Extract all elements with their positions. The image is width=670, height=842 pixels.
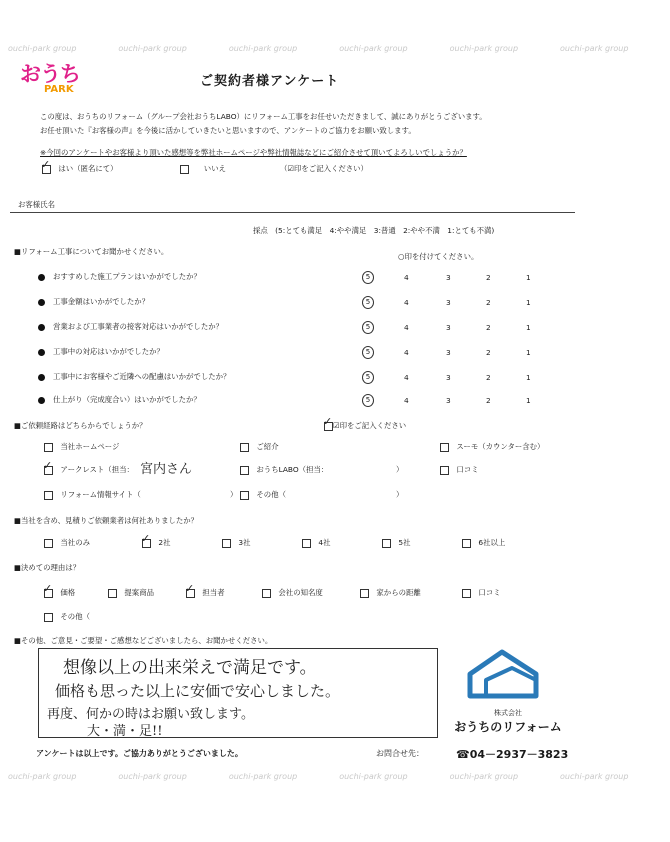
scale-1[interactable]: 1	[526, 396, 531, 405]
bullet-icon	[38, 397, 45, 404]
bullet-icon	[38, 299, 45, 306]
name-underline	[10, 212, 575, 213]
checkbox[interactable]	[360, 589, 369, 598]
checkbox[interactable]	[240, 466, 249, 475]
section2-title: ■ご依頼経路はどちらからでしょうか？	[14, 421, 147, 430]
checkbox[interactable]	[180, 165, 189, 174]
scale-1[interactable]: 1	[526, 298, 531, 307]
intro-line-1: この度は、おうちのリフォーム（グループ会社おうちLABO）にリフォーム工事をお任せいただきまして、誠にありがとうございます。	[40, 112, 487, 121]
checkbox[interactable]	[186, 589, 195, 598]
intro-line-2: お任せ頂いた『お客様の声』を今後に活かしていきたいと思いますので、アンケートのご協力をお願い致します。	[40, 126, 416, 135]
section4-title: ■決めての理由は？	[14, 563, 81, 572]
reason-staff[interactable]: ✓ 担当者	[186, 588, 225, 598]
scale-4[interactable]: 4	[404, 298, 409, 307]
route-arcrest[interactable]: ✓ アークレスト（担当：	[44, 465, 134, 475]
scale-1[interactable]: 1	[526, 373, 531, 382]
scale-2[interactable]: 2	[486, 323, 491, 332]
route-suumo[interactable]: スーモ（カウンター含む）	[440, 442, 544, 452]
circle-hint: ○印を付けてください。	[398, 252, 479, 261]
scale-4[interactable]: 4	[404, 348, 409, 357]
house-logo-icon	[452, 646, 564, 704]
scale-3[interactable]: 3	[446, 298, 451, 307]
scale-1[interactable]: 1	[526, 348, 531, 357]
consent-no[interactable]: いいえ	[180, 164, 226, 174]
scale-4[interactable]: 4	[404, 273, 409, 282]
score-circle-1[interactable]: 5	[362, 271, 374, 284]
route-labo[interactable]: おうちLABO（担当：	[240, 465, 328, 475]
survey-question-1: おすすめした施工プランはいかがでしたか？	[38, 272, 201, 282]
bullet-icon	[38, 349, 45, 356]
company-count-3[interactable]: 3社	[222, 538, 251, 548]
comment-line-3: 再度、何かの時はお願い致します。	[47, 707, 254, 722]
section2-hint: ✓ ☑印をご記入ください	[324, 421, 406, 431]
survey-question-2: 工事金額はいかがでしたか？	[38, 297, 149, 307]
scale-2[interactable]: 2	[486, 348, 491, 357]
customer-name-label: お客様氏名	[18, 200, 55, 209]
consent-yes[interactable]: ✓ はい（匿名にて）	[42, 164, 118, 174]
bullet-icon	[38, 374, 45, 381]
watermark-bottom: ouchi-park group ouchi-park group ouchi-park group ouchi-park group ouchi-park group ouchi-park group	[8, 772, 629, 781]
checkbox[interactable]	[222, 539, 231, 548]
phone-number[interactable]: ☎04－2937－3823	[456, 748, 569, 761]
section5-title: ■その他、ご意見・ご要望・ご感想などございましたら、お聞かせください。	[14, 636, 273, 645]
scale-3[interactable]: 3	[446, 323, 451, 332]
scale-4[interactable]: 4	[404, 373, 409, 382]
score-circle-6[interactable]: 5	[362, 394, 374, 407]
comment-line-4: 大・満・足!!	[87, 724, 163, 739]
bullet-icon	[38, 274, 45, 281]
checkbox[interactable]	[44, 466, 53, 475]
bullet-icon	[38, 324, 45, 331]
footer-thanks: アンケートは以上です。ご協力ありがとうございました。	[36, 749, 243, 758]
comment-line-1: 想像以上の出来栄えで満足です。	[63, 658, 317, 678]
checkbox[interactable]	[44, 443, 53, 452]
company-count-2[interactable]: ✓ 2社	[142, 538, 171, 548]
company-count-4[interactable]: 4社	[302, 538, 331, 548]
scale-3[interactable]: 3	[446, 373, 451, 382]
reason-product[interactable]: 提案商品	[108, 588, 154, 598]
reason-kuchikomi[interactable]: 口コミ	[462, 588, 501, 598]
scale-1[interactable]: 1	[526, 273, 531, 282]
checkbox[interactable]	[142, 539, 151, 548]
contact-label: お問合せ先：	[376, 749, 424, 758]
checkbox[interactable]	[240, 443, 249, 452]
scale-4[interactable]: 4	[404, 323, 409, 332]
page-title: ご契約者様アンケート	[200, 74, 340, 89]
scoring-legend: 採点 (5:とても満足 4:やや満足 3:普通 2:やや不満 1:とても不満)	[253, 226, 495, 235]
route-homepage[interactable]: 当社ホームページ	[44, 442, 119, 452]
checkbox[interactable]	[240, 491, 249, 500]
reason-price[interactable]: ✓ 価格	[44, 588, 75, 598]
arcrest-staff-handwriting: 宮内さん	[140, 462, 193, 477]
checkbox[interactable]	[44, 539, 53, 548]
info-site-paren-close: ）	[230, 490, 238, 499]
checkbox[interactable]	[462, 589, 471, 598]
checkbox[interactable]	[44, 613, 53, 622]
consent-hint: （☑印をご記入ください）	[280, 164, 368, 173]
section3-title: ■当社を含め、見積りご依頼業者は何社ありましたか？	[14, 516, 199, 525]
score-circle-5[interactable]: 5	[362, 371, 374, 384]
checkbox[interactable]	[262, 589, 271, 598]
checkbox[interactable]	[108, 589, 117, 598]
reason-distance[interactable]: 家からの距離	[360, 588, 421, 598]
checkbox[interactable]	[44, 589, 53, 598]
route-kuchikomi[interactable]: 口コミ	[440, 465, 479, 475]
scale-2[interactable]: 2	[486, 396, 491, 405]
labo-paren-close: ）	[396, 465, 404, 474]
route-info-site[interactable]: リフォーム情報サイト（	[44, 490, 141, 500]
company-count-6plus[interactable]: 6社以上	[462, 538, 505, 548]
scale-1[interactable]: 1	[526, 323, 531, 332]
scale-2[interactable]: 2	[486, 373, 491, 382]
company-count-5[interactable]: 5社	[382, 538, 411, 548]
other-paren-close: ）	[396, 490, 404, 499]
checkbox[interactable]	[382, 539, 391, 548]
survey-question-5: 工事中にお客様やご近隣への配慮はいかがでしたか？	[38, 372, 230, 382]
route-other[interactable]: その他（	[240, 490, 286, 500]
scale-4[interactable]: 4	[404, 396, 409, 405]
survey-question-6: 仕上がり（完成度合い）はいかがでしたか？	[38, 395, 201, 405]
company-count-1[interactable]: 当社のみ	[44, 538, 90, 548]
checkbox[interactable]	[302, 539, 311, 548]
score-circle-3[interactable]: 5	[362, 321, 374, 334]
survey-question-3: 営業および工事業者の接客対応はいかがでしたか？	[38, 322, 223, 332]
reason-reputation[interactable]: 会社の知名度	[262, 588, 323, 598]
score-circle-2[interactable]: 5	[362, 296, 374, 309]
watermark-top: ouchi-park group ouchi-park group ouchi-park group ouchi-park group ouchi-park group ouchi-park group	[8, 44, 629, 53]
company-logo: 株式会社 おうちのリフォーム	[452, 646, 564, 736]
scale-2[interactable]: 2	[486, 298, 491, 307]
checkbox[interactable]	[440, 443, 449, 452]
comment-box[interactable]	[38, 648, 438, 738]
scale-3[interactable]: 3	[446, 348, 451, 357]
scale-2[interactable]: 2	[486, 273, 491, 282]
section1-title: ■リフォーム工事についてお聞かせください。	[14, 247, 169, 256]
comment-line-2: 価格も思った以上に安価で安心しました。	[55, 682, 341, 700]
scale-3[interactable]: 3	[446, 273, 451, 282]
checkbox[interactable]	[44, 491, 53, 500]
checkbox[interactable]	[440, 466, 449, 475]
checkbox[interactable]	[42, 165, 51, 174]
survey-question-4: 工事中の対応はいかがでしたか？	[38, 347, 164, 357]
ouchi-park-logo: おうち PARK	[20, 62, 80, 95]
reason-other[interactable]: その他（	[44, 612, 90, 622]
checkbox-icon	[324, 422, 333, 431]
scale-3[interactable]: 3	[446, 396, 451, 405]
checkbox[interactable]	[462, 539, 471, 548]
consent-question: ※今回のアンケートやお客様より頂いた感想等を弊社ホームページや弊社情報誌などにご紹介させて頂いてよろしいでしょうか？	[40, 148, 467, 157]
route-referral[interactable]: ご紹介	[240, 442, 279, 452]
score-circle-4[interactable]: 5	[362, 346, 374, 359]
